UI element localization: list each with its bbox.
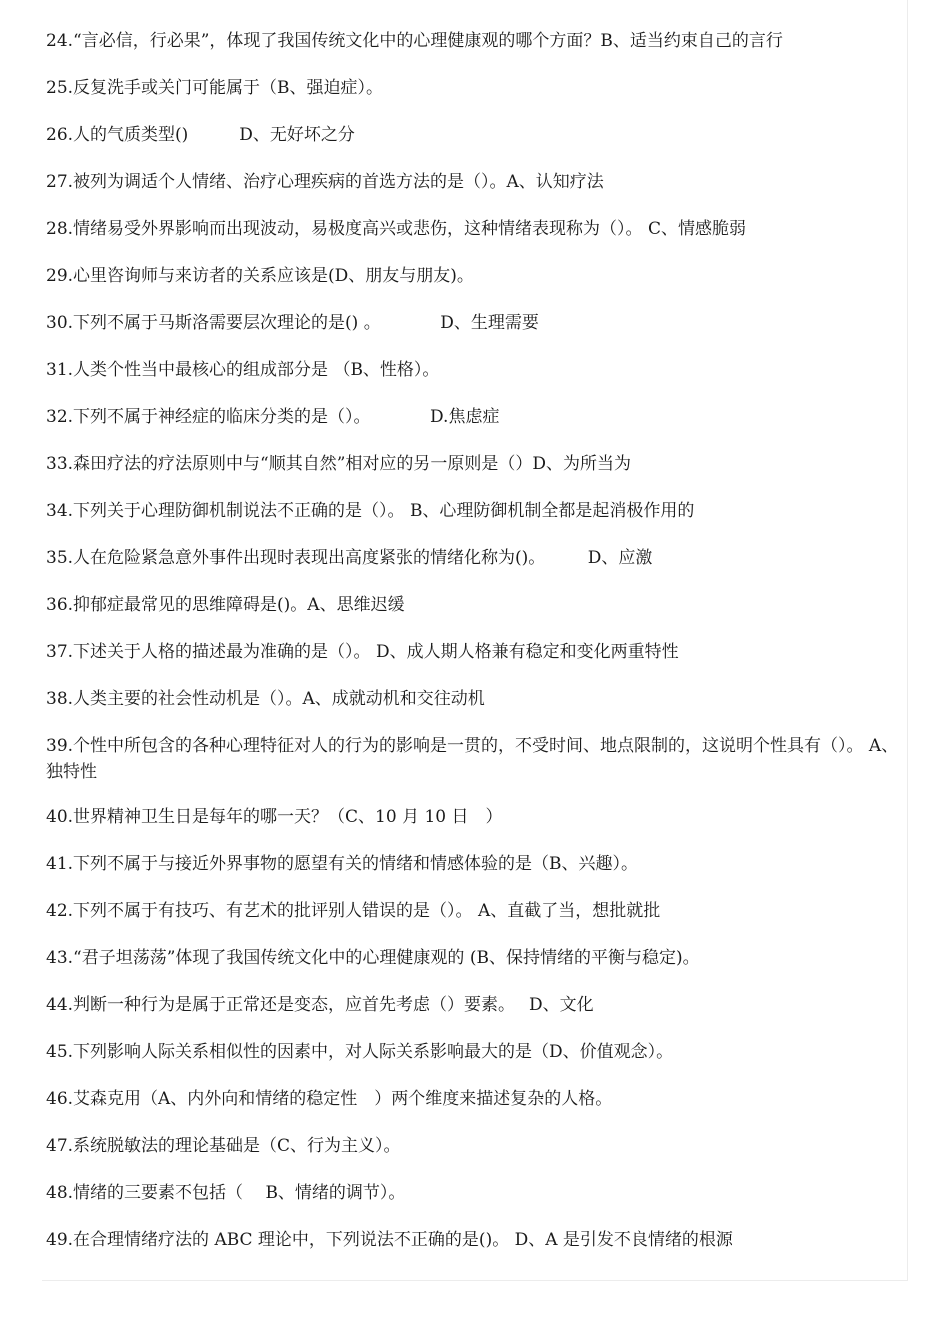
question-item: 46.艾森克用（A、内外向和情绪的稳定性 ）两个维度来描述复杂的人格。 [46, 1089, 613, 1109]
question-item: 26.人的气质类型() D、无好坏之分 [46, 125, 355, 145]
question-item: 32.下列不属于神经症的临床分类的是（）。 D.焦虑症 [46, 407, 500, 427]
question-item: 36.抑郁症最常见的思维障碍是()。A、思维迟缓 [46, 595, 405, 615]
question-item: 39.个性中所包含的各种心理特征对人的行为的影响是一贯的，不受时间、地点限制的，这说明个性具有（）。 A、独特性 [46, 736, 899, 782]
question-item: 34.下列关于心理防御机制说法不正确的是（）。 B、心理防御机制全都是起消极作用的 [46, 501, 695, 521]
question-item: 40.世界精神卫生日是每年的哪一天？（C、10 月 10 日 ） [46, 807, 503, 827]
question-item: 41.下列不属于与接近外界事物的愿望有关的情绪和情感体验的是（B、兴趣）。 [46, 854, 639, 874]
question-item: 29.心里咨询师与来访者的关系应该是(D、朋友与朋友)。 [46, 266, 474, 286]
question-item: 45.下列影响人际关系相似性的因素中，对人际关系影响最大的是（D、价值观念）。 [46, 1042, 674, 1062]
question-item: 33.森田疗法的疗法原则中与“顺其自然”相对应的另一原则是（）D、为所当为 [46, 454, 632, 474]
document-page [42, 0, 908, 1281]
question-item: 35.人在危险紧急意外事件出现时表现出高度紧张的情绪化称为()。 D、应激 [46, 548, 653, 568]
question-item: 38.人类主要的社会性动机是（）。A、成就动机和交往动机 [46, 689, 485, 709]
question-item: 42.下列不属于有技巧、有艺术的批评别人错误的是（）。 A、直截了当，想批就批 [46, 901, 661, 921]
question-item: 49.在合理情绪疗法的 ABC 理论中，下列说法不正确的是()。 D、A 是引发不良情绪的根源 [46, 1230, 733, 1250]
question-item: 24.“言必信，行必果”，体现了我国传统文化中的心理健康观的哪个方面？B、适当约束自己的言行 [46, 31, 783, 51]
question-item: 30.下列不属于马斯洛需要层次理论的是() 。 D、生理需要 [46, 313, 539, 333]
question-item: 25.反复洗手或关门可能属于（B、强迫症）。 [46, 78, 384, 98]
question-item: 31.人类个性当中最核心的组成部分是 （B、性格）。 [46, 360, 440, 380]
question-item: 37.下述关于人格的描述最为准确的是（）。 D、成人期人格兼有稳定和变化两重特性 [46, 642, 679, 662]
question-item: 43.“君子坦荡荡”体现了我国传统文化中的心理健康观的 (B、保持情绪的平衡与稳定)。 [46, 948, 700, 968]
question-item: 27.被列为调适个人情绪、治疗心理疾病的首选方法的是（）。A、认知疗法 [46, 172, 604, 192]
question-item: 47.系统脱敏法的理论基础是（C、行为主义）。 [46, 1136, 401, 1156]
question-list [46, 28, 902, 1274]
question-item: 48.情绪的三要素不包括（ B、情绪的调节）。 [46, 1183, 406, 1203]
question-item: 28.情绪易受外界影响而出现波动，易极度高兴或悲伤，这种情绪表现称为（）。 C、情感脆弱 [46, 219, 746, 239]
question-item: 44.判断一种行为是属于正常还是变态，应首先考虑（）要素。 D、文化 [46, 995, 594, 1015]
